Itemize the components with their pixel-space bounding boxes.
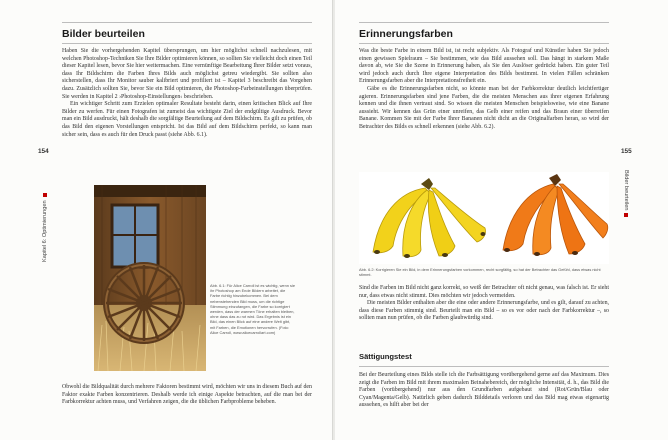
right-section-title: Erinnerungsfarben <box>359 28 453 40</box>
right-after-figure-text <box>359 285 609 323</box>
wagon-wheel-image <box>94 185 206 371</box>
left-bottom-text <box>62 384 312 407</box>
right-bottom-paragraph: Bei der Beurteilung eines Bilds stelle ich die Farbsättigung vorübergehend gerne auf das Maximum. Dies zeigt die Farben im Bild mit ihrem maximalen Beinahebereich, der mögliche Intensität, d. h., das Bild die Farben (vorübergehend) nur aus den Grundfarben aufgebaut sind (Rot/Grün/Blau oder Cyan/Magenta/Gelb). Natürlich geben dadurch Bilddetails verloren und das Bild mag etwas eigenartig aussehen, es hilft aber bei der <box>359 372 609 409</box>
top-rule <box>359 22 609 23</box>
left-intro-paragraph-2: Ein wichtiger Schritt zum Erzielen optimaler Resultate besteht darin, einen kritischen Blick auf Ihre Bilder zu werfen. Für einen Fotografen ist zumeist das wichtigste Ziel der endgültige Ausdruck. Bevor man ein Bild ausdruckt, hält deshalb die sorgfältige Beurteilung auf dem Bildschirm. Es gilt zu prüfen, ob das Bild den eigenen Vorstellungen entspricht. Ist das Bild auf dem Bildschirm perfekt, so kann man sicher sein, dass es auch für den Druck passt (siehe Abb. 6.1). <box>62 101 312 138</box>
title-rule <box>62 43 312 44</box>
left-intro-text <box>62 48 312 139</box>
top-rule <box>62 22 312 23</box>
subheading-rule <box>359 366 609 367</box>
right-chapter-tab-label: Bilder beurteilen <box>623 170 629 211</box>
left-folio: 154 <box>38 148 49 155</box>
right-after-figure-paragraph-1: Sind die Farben im Bild nicht ganz korrekt, so weiß der Betrachter oft nicht genau, was falsch ist. Er sieht nur, dass etwas nicht stimmt. Dies möchten wir jedoch vermeiden. <box>359 285 609 299</box>
chapter-marker-icon <box>624 213 628 217</box>
left-bottom-paragraph: Obwohl die Bildqualität durch mehrere Faktoren bestimmt wird, möchten wir uns in diesem Buch auf den Faktor exakte Farben konzentrieren. Deshalb werde ich einige Aspekte betrachten, auf die man bei der Farbkorrektur achten muss, und Verfahren zeigen, die die üblichen Farbprobleme beheben. <box>62 384 312 406</box>
left-chapter-tab <box>42 193 48 262</box>
bananas-photo <box>359 172 609 264</box>
right-paragraph-2: Gäbe es die Erinnerungsfarben nicht, so könnte man bei der Farbkorrektur deutlich leichtfertiger agieren. Erinnerungsfarben sind jene Farben, die die meisten Menschen aus ihrer eigenen Erfahrung kennen und die ihnen vertraut sind. So wissen die meisten Menschen beispielsweise, wie eine Banane aussieht. Wir kennen das Grün einer unreifen, das Gelb einer reifen und das Braun einer überreifen Banane. Kommen Sie mit der Farbe Ihrer Bananen nicht dicht an die Originalfarben heran, so wird der Betrachter des Bilds es schnell erkennen (siehe Abb. 6.2). <box>359 85 609 130</box>
right-intro-text <box>359 48 609 132</box>
left-chapter-tab-label: Kapitel 6: Optimierungen <box>42 200 48 262</box>
right-bottom-text <box>359 372 609 410</box>
left-page-title: Bilder beurteilen <box>62 28 145 40</box>
right-paragraph-1: Was die beste Farbe in einem Bild ist, ist recht subjektiv. Als Fotograf und Künstler haben Sie jedoch einen gewissen Spielraum – Sie bestimmen, wie das Bild aussehen soll. Das hängt in starkem Maße davon ab, wie Sie die Szene in Erinnerung haben, als Sie den Auslöser gedrückt haben. Ein guter Teil wird jedoch auch durch Ihre eigene Interpretation des Bilds bestimmt. In vielen Fällen schränken Erinnerungsfarben aber die Interpretationsfreiheit ein. <box>359 48 609 85</box>
title-rule <box>359 43 609 44</box>
right-folio: 155 <box>621 148 632 155</box>
right-chapter-tab <box>623 170 629 217</box>
left-figure-caption: Abb. 6.1: Für Alice Carroll ist es wichtig, wenn sie ihr Photoshop am Ende Bildern arbeitet, die Farbe richtig hinzubekommen. Bei dem nebenstehenden Bild muss, um die richtige Stimmung einzufangen, die Farbe so korrigiert werden, dass der warmen Töne erhalten bleiben, ohne dass das zu rot wird. Das Ergebnis ist ein Bild, das einen Blick auf eine andere Welt gibt, mit Farben, die Emotionen hervorrufen. (Foto: Alice Carroll, www.alicecarrollart.com) <box>210 283 295 335</box>
right-figure-caption: Abb. 6.2: Korrigieren Sie ein Bild, in dem Erinnerungsfarben vorkommen, recht sorgfältig, so hat der Betrachter das Gefühl, dass etwas nicht stimmt. <box>359 267 601 278</box>
right-page <box>335 0 668 440</box>
right-subheading: Sättigungstest <box>359 352 412 361</box>
left-page <box>0 0 333 440</box>
bananas-image <box>359 172 609 264</box>
left-intro-paragraph-1: Haben Sie die vorhergehenden Kapitel übersprungen, um hier möglichst schnell nachzulesen, mit welchen Photoshop-Techniken Sie Ihre Bilder optimieren können, so sollten Sie vielleicht doch einen Teil dieser Kapitel lesen, bevor Sie hier weitermachen. Eine vernünftige Bearbeitung Ihrer Bilder setzt voraus, dass Ihr Bildschirm die Farben Ihres Bilds auch möglichst getreu wiedergibt. Sie sollten also sicherstellen, dass Ihr Monitor sauber kalibriert und profiliert ist – Kapitel 3 beschreibt das Vorgehen dazu. Zusätzlich sollten Sie, bevor Sie ein Bild optimieren, die Photoshop-Farbeinstellungen überprüfen. Sie werden in Kapitel 2 ›Photoshop-Einstellungen‹ beschrieben. <box>62 48 312 100</box>
chapter-marker-icon <box>43 193 47 197</box>
wagon-wheel-photo <box>94 185 206 371</box>
right-after-figure-paragraph-2: Die meisten Bilder enthalten aber die eine oder andere Erinnerungsfarbe, und es gilt, darauf zu achten, dass diese Farben stimmig sind. Beurteilt man ein Bild – so es vor oder nach der Farbkorrektur –, so sollten man nun prüfen, ob die Farben glaubwürdig sind. <box>359 300 609 322</box>
